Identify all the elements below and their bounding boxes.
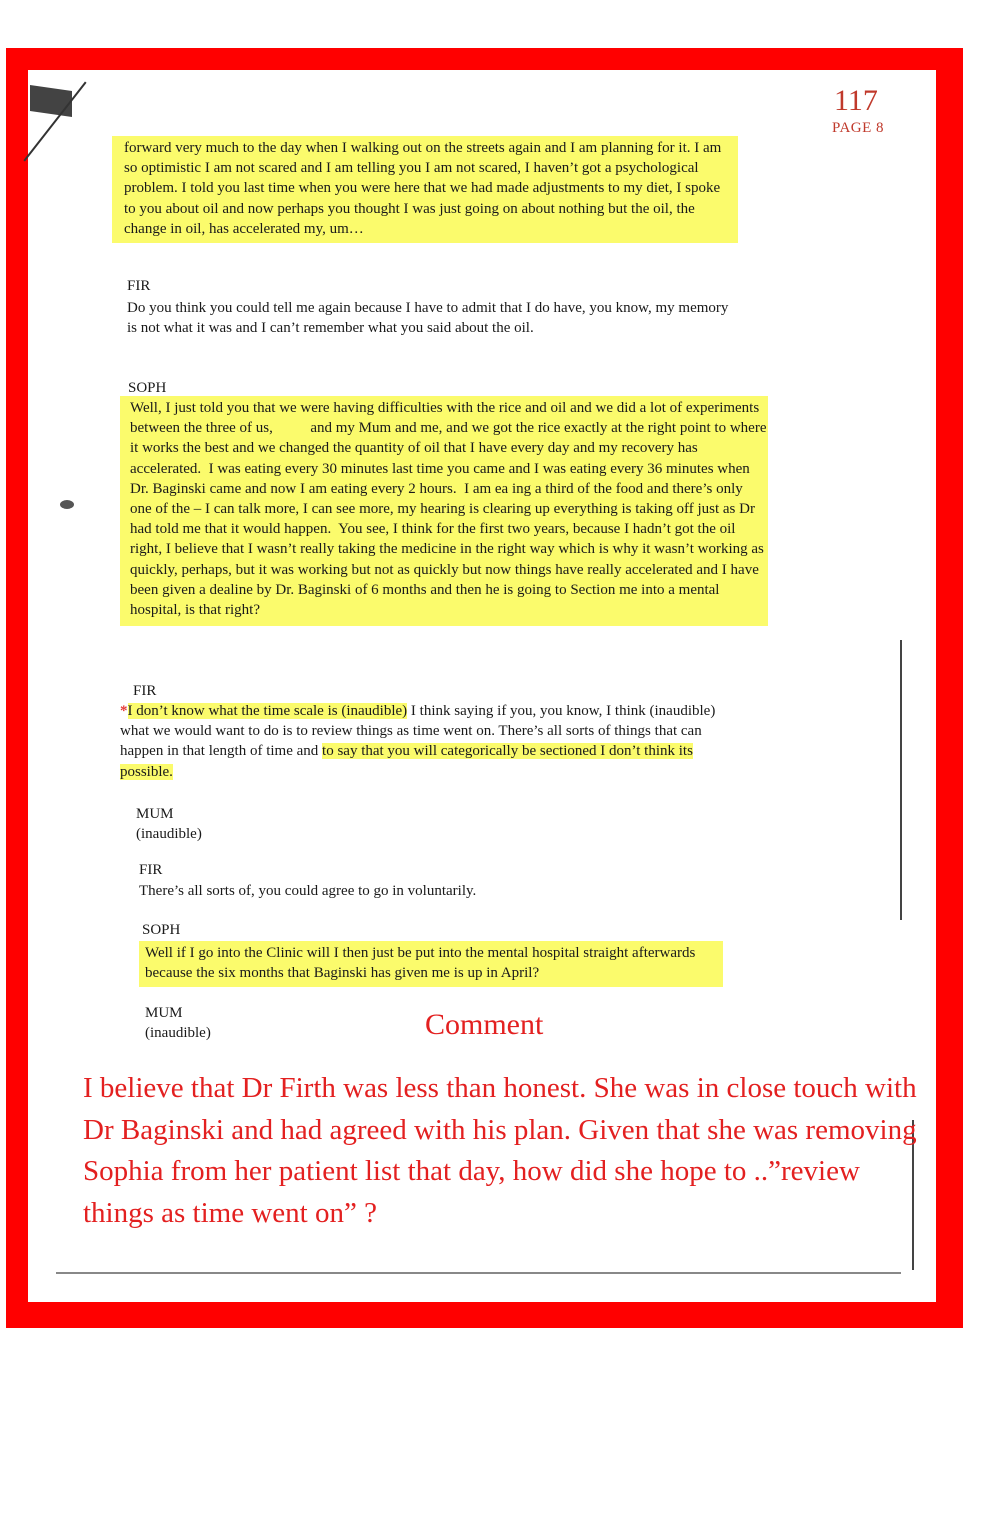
speaker-fir: FIR	[139, 862, 163, 878]
speaker-fir: FIR	[133, 683, 157, 699]
paragraph-text: Do you think you could tell me again because I have to admit that I do have, you know, my memory is not what it was and I can’t remember what you said about the oil.	[127, 300, 729, 337]
margin-line	[900, 640, 902, 920]
paragraph-text: I think saying if you, you know, I think (inaudible) what we would want to do is to review things as time went on. There’s all sorts of things that can happen in that length of time and	[120, 703, 716, 760]
paragraph-text: forward very much to the day when I walking out on the streets again and I am planning for it. I am so optimistic I am not scared and I am telling you I am not scared, I haven’t got a psychological problem. I told you last time when you were here that we had made adjustments to my diet, I spoke to you about oil and now perhaps you thought I was just going on about nothing but the oil, the change in oil, has accelerated my, um…	[124, 140, 722, 237]
soph-text-2	[139, 941, 723, 987]
soph-text-1	[120, 396, 815, 626]
page-label: PAGE 8	[832, 120, 885, 136]
paragraph-text: Well if I go into the Clinic will I then just be put into the mental hospital straight afterwards because the six months that Baginski has given me is up in April?	[145, 945, 696, 982]
fir-text-1	[127, 298, 732, 338]
fir-text-2	[120, 701, 730, 782]
paragraph-text: Well, I just told you that we were having difficulties with the rice and oil and we did a lot of experiments between the three of us, and my Mum and me, and we got the rice exactly at the right point to where it works the best and we changed the quantity of oil that I have every day and my recovery has accelerated. I was eating every 30 minutes last time you came and I was eating every 36 minutes when Dr. Baginski came and now I am eating every 2 hours. I am ea ing a third of the food and there’s only one of the – I can talk more, I can see more, my hearing is clearing up everything is taking off just as Dr had told me that it would happen. You see, I think for the first two years, because I hadn’t got the oil right, I believe that I wasn’t really taking the medicine in the right way which is why it wasn’t working as quickly, perhaps, but it was working but not as quickly but now things have really accelerated and I have been given a dealine by Dr. Baginski of 6 months and then he is going to Section me into a mental hospital, is that right?	[130, 400, 815, 619]
annotation-asterisk: *	[120, 703, 128, 719]
page-bottom-rule	[56, 1272, 901, 1274]
speaker-mum: MUM	[136, 806, 174, 822]
speaker-fir: FIR	[127, 278, 151, 294]
speaker-mum: MUM	[145, 1005, 183, 1021]
mum-text-2: (inaudible)	[145, 1025, 211, 1041]
transcript-paragraph-1	[112, 136, 738, 243]
highlighted-phrase: I don’t know what the time scale is (inaudible)	[127, 703, 408, 719]
page-number: 117	[834, 84, 878, 117]
speaker-soph: SOPH	[128, 380, 167, 396]
highlighted-phrase: to say that you will categorically be sectioned I don’t think its possible.	[120, 743, 693, 780]
hole-punch-mark	[60, 500, 74, 509]
comment-body: I believe that Dr Firth was less than honest. She was in close touch with Dr Baginski and had agreed with his plan. Given that she was removing Sophia from her patient list that day, how did she hope to ..”review things as time went on” ?	[83, 1072, 917, 1229]
fir-text-3: There’s all sorts of, you could agree to go in voluntarily.	[139, 883, 477, 899]
mum-text-1: (inaudible)	[136, 826, 202, 842]
speaker-soph: SOPH	[142, 922, 181, 938]
comment-heading: Comment	[425, 1008, 544, 1041]
